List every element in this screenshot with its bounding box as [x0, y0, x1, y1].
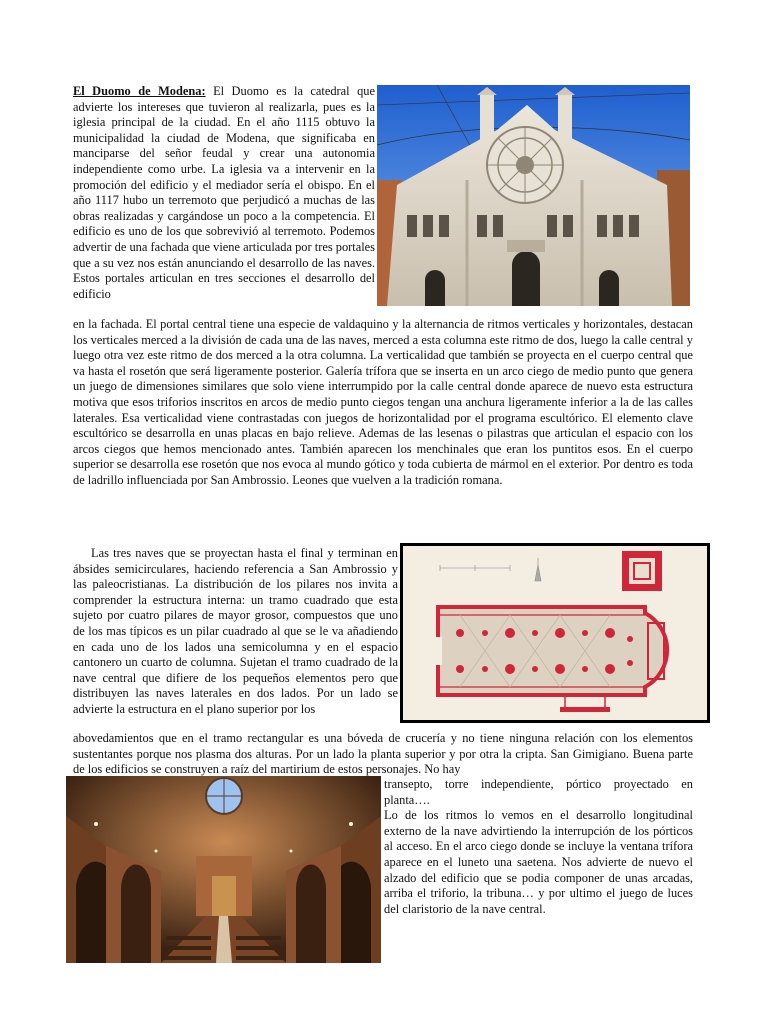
interior-photo: [66, 776, 381, 963]
naves-tail-block: [384, 777, 693, 917]
intro-text-continued: en la fachada. El portal central tiene una especie de valdaquino y la alternancia de ritmos verticales y horizontales, destacan los verticales merced a la división de cada una de las naves, merced a esta columna este ritmo de dos, luego la calle central y luego otra vez este ritmo de dos merced a la otra columna. La verticalidad que también se proyecta en el cuerpo central que va hasta el rosetón que será ligeramente posterior. Galería trífora que se inserta en un arco ciego de medio punto que genera un juego de dimensiones similares que solo viene interrumpido por la calle central donde aparece de nuevo esta estructura motiva que esos triforios inscritos en arcos de medio punto ciegos tengan una anchura ligeramente inferior a la de las calles laterales. Esa verticalidad viene contrastadas con juegos de horizontalidad por el programa escultórico. El elemento clave escultórico se desarrolla en unas placas en bajo relieve. Ademas de las lesenas o pilastras que articulan el espacio con los arcos ciegos que hemos mencionado antes. También aparecen los menchinales que eran los puntitos esos. En el cuerpo superior se desarrolla ese rosetón que nos evoca al mundo gótico y toda cubierta de mármol en el exterior. Por dentro es toda de ladrillo influenciada por San Ambrossio. Leones que vuelven a la tradición romana.: [73, 317, 693, 487]
naves-text: Las tres naves que se proyectan hasta el final y terminan en ábsides semicirculares, haciendo referencia a San Ambrossio y las paleocristianas. La distribución de los pilares nos invita a comprender la estructura interna: un tramo cuadrado que esta sujeto por cuatro pilares de mayor grosor, compuestos que uno de los mas típicos es un pilar cuadrado al que se le va añadiendo en cada uno de los lados una semicolumna y en el espacio cantonero un cuarto de columna. Sujetan el tramo cuadrado de la nave central que difiere de los pequeños elementos pero que distribuyen las naves laterales en dos lados. Por un lado se advierte la estructura en el plano superior por los: [73, 546, 398, 716]
floor-plan-image: [400, 543, 710, 723]
intro-wrapped-block: [73, 84, 375, 302]
naves-tail-text: transepto, torre independiente, pórtico proyectado en planta….: [384, 777, 693, 807]
ritmos-text: Lo de los ritmos lo vemos en el desarrollo longitudinal externo de la nave advirtiendo la interrupción de los pórticos al acceso. En el arco ciego donde se incluye la ventana trífora aparece en el luneto una saetena. Nos advierte de nuevo el alzado del edificio que se podia componer de unas arcadas, arriba el triforio, la tribuna… y por ultimo el juego de luces del claristorio de la nave central.: [384, 808, 693, 916]
naves-full-block: [73, 731, 693, 778]
intro-full-block: [73, 317, 693, 489]
naves-wrapped-block: [73, 546, 398, 718]
intro-text: El Duomo es la catedral que advierte los intereses que tuvieron al realizarla, pues es la iglesia principal de la ciudad. En el año 1115 obtuvo la municipalidad la ciudad de Modena, que significaba en manciparse del señor feudal y crear una autonomia independiente como urbe. La iglesia va a intervenir en la promoción del edificio y el mediador sería el obispo. En el año 1117 hubo un terremoto que perjudicó a muchas de las obras realizadas y cargándose un poco a la competencia. El edificio es uno de los que sobrevivió al terremoto. Podemos advertir de una fachada que viene articulada por tres portales que a su vez nos están anunciando el desarrollo de las naves. Estos portales articulan en tres secciones el desarrollo del edificio: [73, 84, 375, 301]
article-title: El Duomo de Modena:: [73, 84, 206, 98]
naves-text-continued: abovedamientos que en el tramo rectangular es una bóveda de crucería y no tiene ninguna relación con los elementos sustentantes porque nos plasma dos alturas. Por un lado la planta superior y por otra la cripta. San Gimigiano. Buena parte de los edificios se construyen a raíz del martirium de estos personajes. No hay: [73, 731, 693, 777]
facade-photo: [377, 85, 690, 306]
